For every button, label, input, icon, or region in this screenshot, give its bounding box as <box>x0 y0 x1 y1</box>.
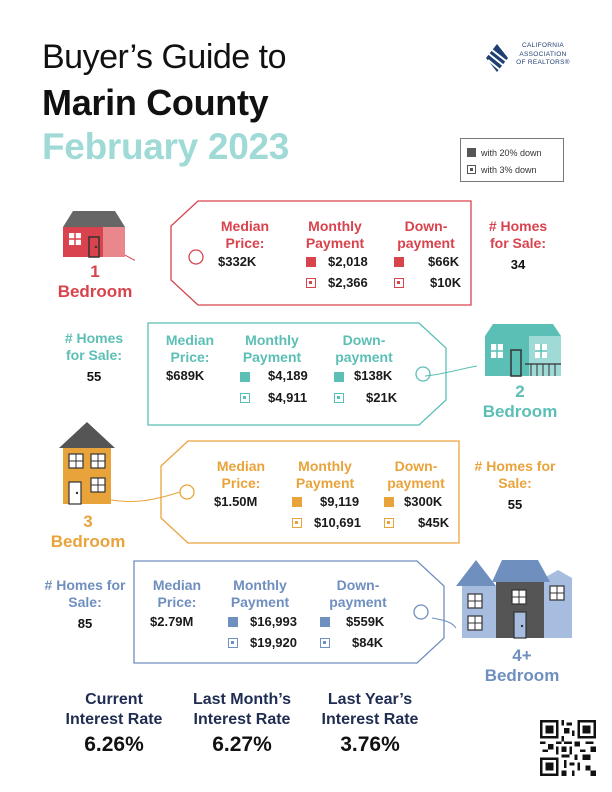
median-price-header-1-text: Median Price: <box>220 218 270 251</box>
last-year-interest-rate <box>308 690 432 758</box>
monthly-3-1: $2,366 <box>328 275 368 290</box>
last-month-rate-value: 6.27% <box>212 733 272 756</box>
logo-text-1: CALIFORNIA <box>521 42 564 49</box>
hollow-square-dot <box>295 521 298 524</box>
hollow-square-dot <box>243 396 246 399</box>
bedroom-1-number: 1 <box>90 262 100 281</box>
homes-for-sale-3 <box>474 458 556 513</box>
monthly-payment-header-3-text: Monthly Payment <box>295 458 355 491</box>
homes-for-sale-4 <box>44 577 126 632</box>
monthly-payment-header-1-text: Monthly Payment <box>305 218 365 251</box>
down-payment-header-1 <box>386 218 466 252</box>
legend-solid-label: with 20% down <box>481 147 542 158</box>
last-year-rate-label-1: Last Year’s <box>327 691 413 708</box>
hollow-square-dot <box>397 281 400 284</box>
tag-1-bedroom <box>170 200 472 306</box>
down-20-2: $138K <box>354 368 393 383</box>
monthly-20-3: $9,119 <box>320 494 360 509</box>
hollow-square-dot <box>387 521 390 524</box>
monthly-payment-header-4-text: Monthly Payment <box>230 577 290 610</box>
title-county: Marin County <box>42 82 269 123</box>
last-month-rate-label-1: Last Month’s <box>192 691 292 708</box>
current-interest-rate <box>52 690 176 758</box>
legend-hollow-label: with 3% down <box>481 164 537 175</box>
homes-for-sale-header-4: # Homes for Sale: <box>44 577 126 610</box>
last-month-rate-label-2: Interest Rate <box>193 711 291 728</box>
median-price-header-3-text: Median Price: <box>216 458 266 491</box>
solid-square-icon <box>240 372 250 382</box>
legend <box>460 138 564 182</box>
monthly-payment-header-2-text: Monthly Payment <box>242 332 302 365</box>
down-payment-header-4-text: Down-payment <box>329 577 387 610</box>
down-3-2: $21K <box>366 390 398 405</box>
median-price-header-3 <box>206 458 276 492</box>
qr-code-icon[interactable] <box>540 720 596 776</box>
solid-square-icon <box>384 497 394 507</box>
down-payment-header-2-text: Down-payment <box>335 332 393 365</box>
homes-for-sale-header-3: # Homes for Sale: <box>474 458 556 491</box>
median-price-3: $1.50M <box>214 494 258 509</box>
hollow-square-icon <box>394 278 404 288</box>
bedroom-4-word: Bedroom <box>484 666 560 685</box>
hollow-square-icon <box>228 638 238 648</box>
last-year-rate-label-2: Interest Rate <box>321 711 419 728</box>
car-logo <box>484 40 574 80</box>
down-20-3: $300K <box>404 494 443 509</box>
bedroom-2-label <box>470 382 570 422</box>
down-3-4: $84K <box>352 635 384 650</box>
down-payment-header-3 <box>374 458 458 492</box>
homes-count-4: 85 <box>77 616 93 631</box>
down-payment-header-3-text: Down-payment <box>387 458 445 491</box>
homes-for-sale-1 <box>482 218 554 273</box>
homes-count-2: 55 <box>86 369 102 384</box>
down-payment-header-1-text: Down-payment <box>397 218 455 251</box>
solid-square-icon <box>320 617 330 627</box>
monthly-3-4: $19,920 <box>250 635 297 650</box>
solid-square-icon <box>292 497 302 507</box>
monthly-3-3: $10,691 <box>314 515 361 530</box>
down-payment-header-2 <box>322 332 406 366</box>
homes-count-1: 34 <box>510 257 526 272</box>
solid-square-icon <box>394 257 404 267</box>
homes-for-sale-2 <box>58 330 130 385</box>
legend-solid <box>467 144 557 161</box>
house-4-bedroom-icon <box>426 556 582 642</box>
title-date: February 2023 <box>42 126 290 167</box>
median-price-header-4-text: Median Price: <box>152 577 202 610</box>
bedroom-1-word: Bedroom <box>57 282 133 301</box>
median-price-4: $2.79M <box>150 614 194 629</box>
down-payment-header-4 <box>316 577 400 611</box>
median-price-2: $689K <box>166 368 205 383</box>
hollow-square-icon <box>240 393 250 403</box>
bedroom-2-number: 2 <box>515 382 525 401</box>
down-20-4: $559K <box>346 614 385 629</box>
solid-square-icon <box>228 617 238 627</box>
monthly-payment-header-2 <box>232 332 312 366</box>
monthly-20-2: $4,189 <box>268 368 308 383</box>
current-rate-value: 6.26% <box>84 733 144 756</box>
monthly-payment-header-4 <box>220 577 300 611</box>
legend-hollow <box>467 161 557 178</box>
bedroom-2-word: Bedroom <box>482 402 558 421</box>
monthly-20-1: $2,018 <box>328 254 368 269</box>
down-3-1: $10K <box>430 275 462 290</box>
car-logo-icon <box>484 40 510 76</box>
monthly-20-4: $16,993 <box>250 614 297 629</box>
hollow-square-icon <box>467 165 476 174</box>
hollow-square-dot <box>323 641 326 644</box>
tag-3-bedroom <box>160 440 460 544</box>
homes-for-sale-header-2: # Homes for Sale: <box>64 330 124 363</box>
monthly-3-2: $4,911 <box>268 390 308 405</box>
monthly-payment-header-3 <box>284 458 366 492</box>
current-rate-label-1: Current <box>85 691 143 708</box>
hollow-square-icon <box>292 518 302 528</box>
median-price-header-1 <box>210 218 280 252</box>
solid-square-icon <box>334 372 344 382</box>
homes-count-3: 55 <box>507 497 523 512</box>
median-price-1: $332K <box>218 254 257 269</box>
median-price-header-2-text: Median Price: <box>165 332 215 365</box>
hollow-square-dot <box>309 281 312 284</box>
bedroom-3-number: 3 <box>83 512 93 531</box>
house-2-bedroom-icon <box>415 320 565 382</box>
hollow-square-dot <box>337 396 340 399</box>
hollow-square-icon <box>334 393 344 403</box>
bedroom-3-word: Bedroom <box>50 532 126 551</box>
logo-text-2: ASSOCIATION <box>519 50 567 58</box>
last-month-interest-rate <box>180 690 304 758</box>
bedroom-3-label <box>38 512 138 552</box>
bedroom-4-number: 4+ <box>512 646 532 665</box>
hollow-square-icon <box>384 518 394 528</box>
down-3-3: $45K <box>418 515 450 530</box>
logo-text-3: OF REALTORS® <box>516 59 570 66</box>
down-20-1: $66K <box>428 254 460 269</box>
homes-for-sale-header-1: # Homes for Sale: <box>488 218 548 251</box>
bedroom-4-label <box>472 646 572 686</box>
hollow-square-dot <box>231 641 234 644</box>
hollow-square-icon <box>306 278 316 288</box>
last-year-rate-value: 3.76% <box>340 733 400 756</box>
bedroom-1-label <box>40 262 150 302</box>
title-line-1: Buyer’s Guide to <box>42 38 286 76</box>
house-1-bedroom-icon <box>55 205 135 267</box>
solid-square-icon <box>306 257 316 267</box>
median-price-header-2 <box>155 332 225 366</box>
current-rate-label-2: Interest Rate <box>65 711 163 728</box>
median-price-header-4 <box>142 577 212 611</box>
solid-square-icon <box>467 148 476 157</box>
hollow-square-icon <box>320 638 330 648</box>
monthly-payment-header-1 <box>296 218 374 252</box>
